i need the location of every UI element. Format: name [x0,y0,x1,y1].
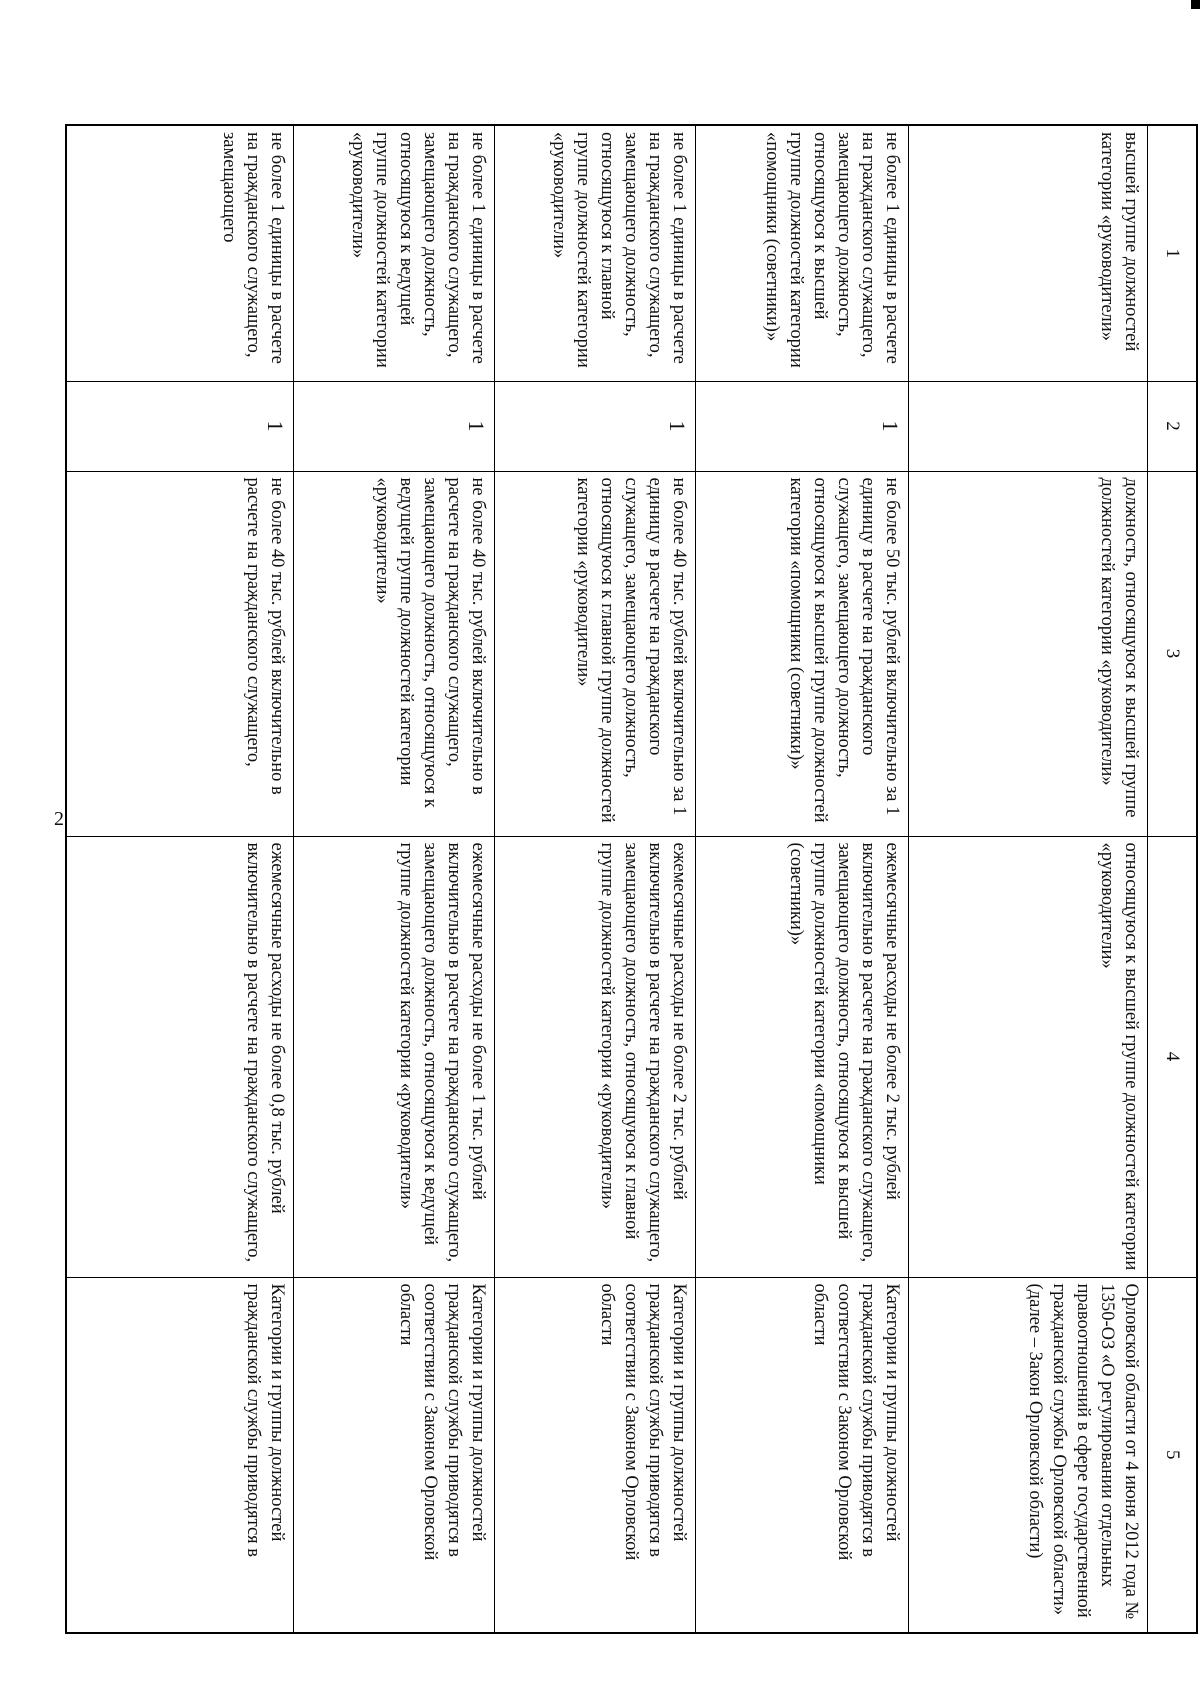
header-cell-4: 4 [1148,836,1198,1277]
header-cell-3: 3 [1148,471,1198,836]
table-cell: не более 1 единицы в расчете на гражданского служащего, замещающего должность, относящуюся к ведущей группе должностей категории «руководители» [294,125,495,381]
table-cell: Категории и группы должностей гражданской службы приводятся в соответствии с Законом Орловской области [495,1277,696,1633]
table-row [696,125,909,1633]
page-number: 2 [54,808,64,830]
scan-edge-mark [1191,0,1200,9]
table-cell: ежемесячные расходы не более 2 тыс. рублей включительно в расчете на гражданского служащего, замещающего должность, относящуюся к главной группе должностей категории «руководители» [495,836,696,1277]
table-header-row [1148,125,1198,1633]
table-cell: должность, относящуюся к высшей группе должностей категории «руководители» [909,471,1148,836]
table-cell: 1 [66,381,294,471]
table-cell: ежемесячные расходы не более 0,8 тыс. рублей включительно в расчете на гражданского служащего, [66,836,294,1277]
table-cell: не более 50 тыс. рублей включительно за 1 единицу в расчете на гражданского служащего, замещающего должность, относящуюся к высшей группе должностей категории «помощники (советники)» [696,471,909,836]
table-cell: Категории и группы должностей гражданской службы приводятся в [66,1277,294,1633]
table-cell: 1 [495,381,696,471]
table-cell: высшей группе должностей категории «руководители» [909,125,1148,381]
table-cell: не более 40 тыс. рублей включительно за 1 единицу в расчете на гражданского служащего, замещающего должность, относящуюся к главной группе должностей категории «руководители» [495,471,696,836]
positions-table [65,124,1198,1634]
table-cell: не более 40 тыс. рублей включительно в расчете на гражданского служащего, [66,471,294,836]
table-cell: не более 1 единицы в расчете на гражданского служащего, замещающего должность, относящуюся к главной группе должностей категории «руководители» [495,125,696,381]
table-cell: ежемесячные расходы не более 2 тыс. рублей включительно в расчете на гражданского служащего, замещающего должность, относящуюся к высшей группе должностей категории «помощники (советники)» [696,836,909,1277]
table-cell: Категории и группы должностей гражданской службы приводятся в соответствии с Законом Орловской области [696,1277,909,1633]
table-cell [909,381,1148,471]
table-cell: Орловской области от 4 июня 2012 года № 1350-ОЗ «О регулировании отдельных правоотношений в сфере государственной гражданской службы Орловской области» (далее – Закон Орловской области) [909,1277,1148,1633]
table-cell: не более 40 тыс. рублей включительно в расчете на гражданского служащего, замещающего должность, относящуюся к ведущей группе должностей категории «руководители» [294,471,495,836]
table-row [294,125,495,1633]
table-row [909,125,1148,1633]
table-cell: 1 [696,381,909,471]
table-cell: Категории и группы должностей гражданской службы приводятся в соответствии с Законом Орловской области [294,1277,495,1633]
table-cell: не более 1 единицы в расчете на гражданского служащего, замещающего должность, относящуюся к высшей группе должностей категории «помощники (советники)» [696,125,909,381]
table-row [495,125,696,1633]
header-cell-1: 1 [1148,125,1198,381]
header-cell-5: 5 [1148,1277,1198,1633]
table-row [66,125,294,1633]
table-cell: относящуюся к высшей группе должностей категории «руководители» [909,836,1148,1277]
rotated-page-content [124,124,1198,1632]
header-cell-2: 2 [1148,381,1198,471]
table-cell: ежемесячные расходы не более 1 тыс. рублей включительно в расчете на гражданского служащего, замещающего должность, относящуюся к ведущей группе должностей категории «руководители» [294,836,495,1277]
table-cell: 1 [294,381,495,471]
table-cell: не более 1 единицы в расчете на гражданского служащего, замещающего [66,125,294,381]
